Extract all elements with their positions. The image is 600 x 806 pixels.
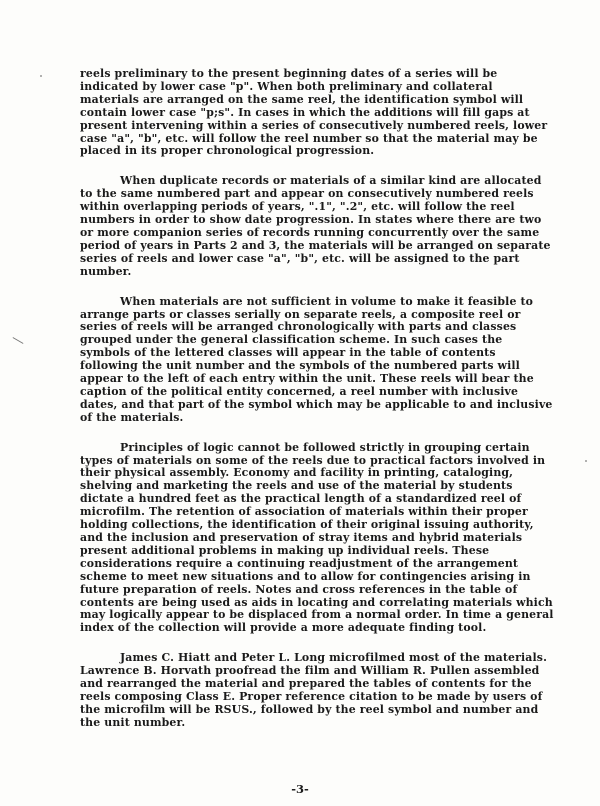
paragraph-4: Principles of logic cannot be followed strictly in grouping certain types of materials on some of the reels due to practical factors involved in their physical assembly. Economy and facility in printing, cataloging, shelving and marketing the reels and use of the material by students dictate a hundred feet as the practical length of a standardized reel of microfilm. The retention of association of materials within their proper holding collections, the identification of their original issuing authority, and the inclusion and preservation of stray items and hybrid materials present additional problems in making up individual reels. These considerations require a continuing readjustment of the arrangement scheme to meet new situations and to allow for contingencies arising in future preparation of reels. Notes and cross references in the table of contents are being used as aids in locating and correlating materials which may logically appear to be displaced from a normal order. In time a general index of the collection will provide a more adequate finding tool. <box>80 440 554 635</box>
document-body <box>80 68 554 747</box>
scan-speck <box>585 460 587 462</box>
scan-speck <box>40 75 42 77</box>
paragraph-1: reels preliminary to the present beginning dates of a series will be indicated by lower case "p". When both preliminary and collateral materials are arranged on the same reel, the identification symbol will contain lower case "p;s". In cases in which the additions will fill gaps at present intervening within a series of consecutively numbered reels, lower case "a", "b", etc. will follow the reel number so that the material may be placed in its proper chronological progression. <box>80 67 548 158</box>
paragraph-3: When materials are not sufficient in volume to make it feasible to arrange parts or classes serially on separate reels, a composite reel or series of reels will be arranged chronologically with parts and classes grouped under the general classification scheme. In such cases the symbols of the lettered classes will appear in the table of contents following the unit number and the symbols of the numbered parts will appear to the left of each entry within the unit. These reels will bear the caption of the political entity concerned, a reel number with inclusive dates, and that part of the symbol which may be applicable to and inclusive of the materials. <box>80 294 553 424</box>
paragraph-5: James C. Hiatt and Peter L. Long microfilmed most of the materials. Lawrence B. Horvath proofread the film and William R. Pullen assembled and rearranged the material and prepared the tables of contents for the reels composing Class E. Proper reference citation to be made by users of the microfilm will be RSUS., followed by the reel symbol and number and the unit number. <box>80 651 548 729</box>
paragraph-2: When duplicate records or materials of a similar kind are allocated to the same numbered part and appear on consecutively numbered reels within overlapping periods of years, ".1", ".2", etc. will follow the reel numbers in order to show date progression. In states where there are two or more companion series of records running concurrently over the same period of years in Parts 2 and 3, the materials will be arranged on separate series of reels and lower case "a", "b", etc. will be assigned to the part number. <box>80 174 551 278</box>
margin-mark <box>13 337 24 344</box>
page-number: -3- <box>291 782 309 796</box>
